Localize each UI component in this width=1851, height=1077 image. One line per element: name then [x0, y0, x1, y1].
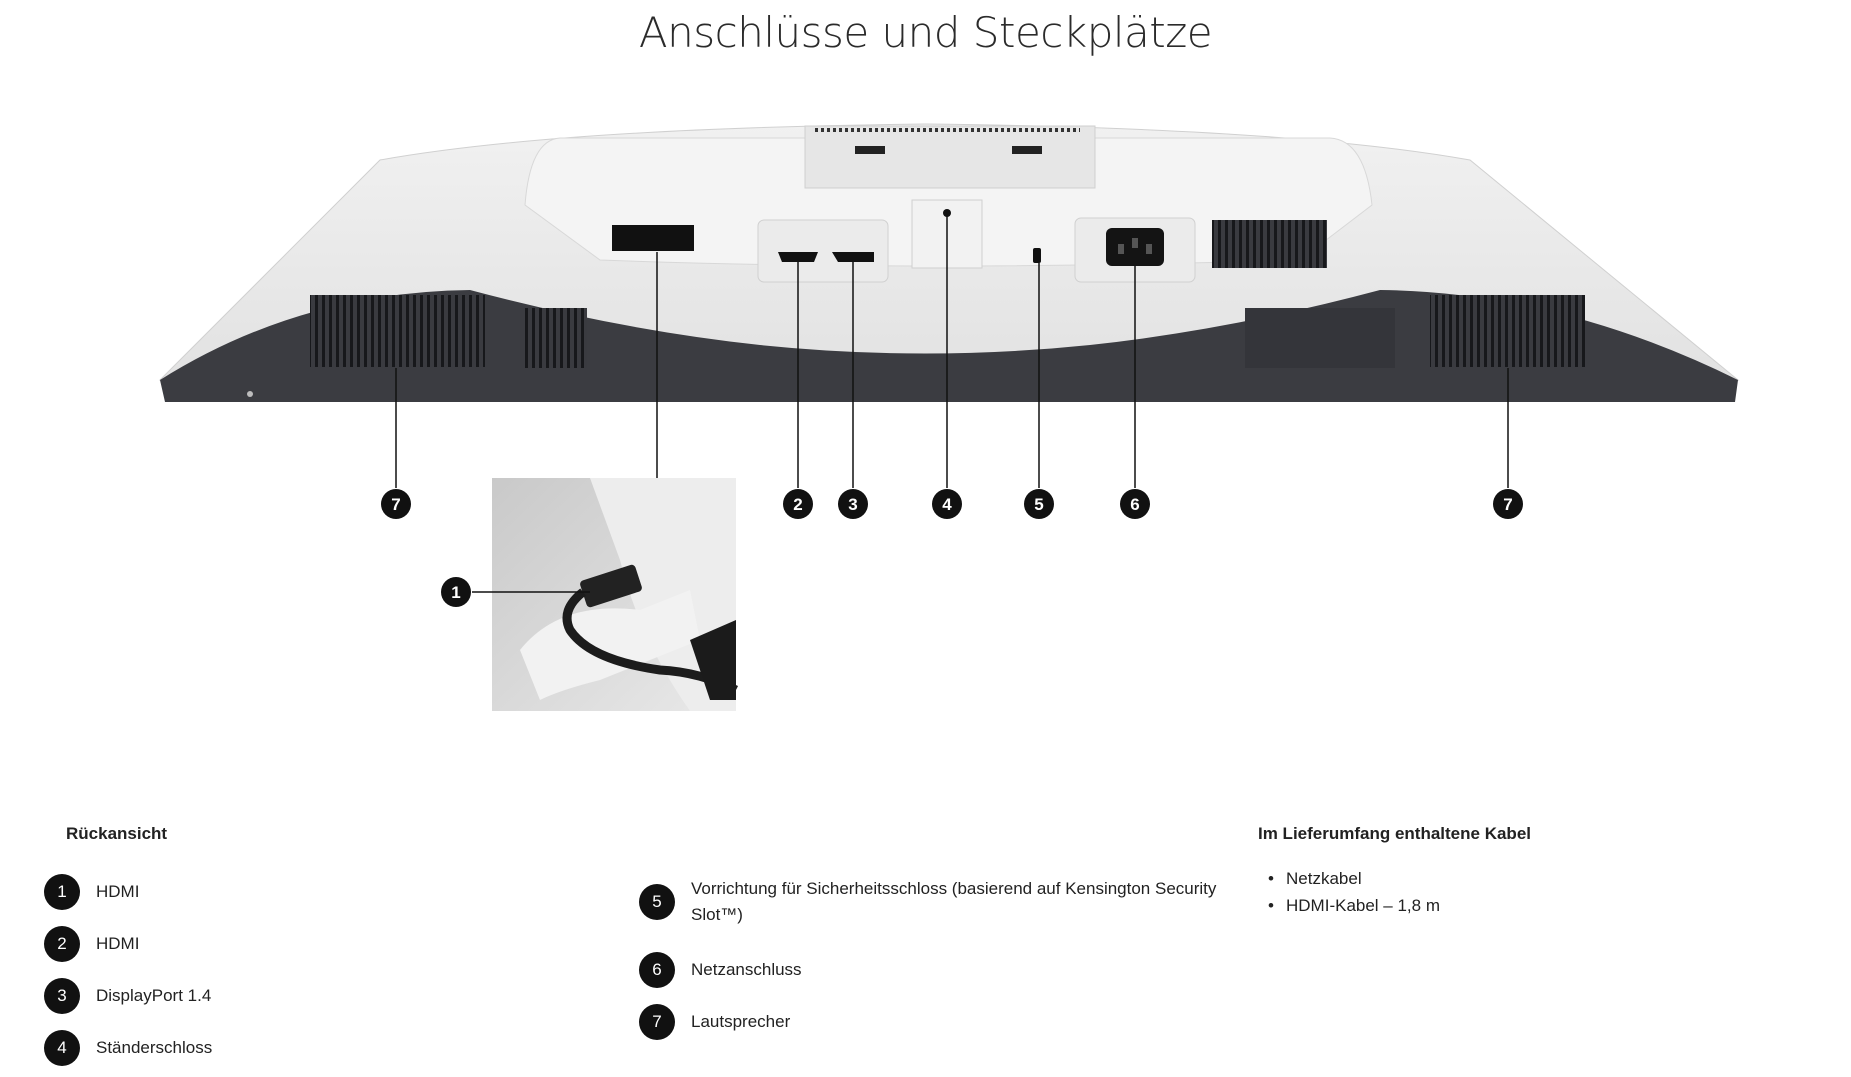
- legend-label: Vorrichtung für Sicherheitsschloss (basierend auf Kensington Security Slot™): [691, 879, 1217, 924]
- hdmi-port: [778, 252, 818, 262]
- page-title: Anschlüsse und Steckplätze: [638, 8, 1213, 57]
- legend-label: HDMI: [96, 934, 140, 953]
- list-item: • Netzkabel: [1258, 865, 1678, 892]
- legend-item-6: [639, 952, 802, 988]
- legend-label: Netzanschluss: [691, 960, 802, 979]
- legend-number: 4: [44, 1030, 80, 1066]
- callout-7-right: [1493, 489, 1523, 519]
- legend-number: 6: [639, 952, 675, 988]
- legend-number: 7: [639, 1004, 675, 1040]
- callout-number: 6: [1130, 495, 1140, 514]
- speaker-grill-right: [1430, 295, 1585, 367]
- legend-item-7: [639, 1004, 790, 1040]
- callout-5: [1024, 489, 1054, 519]
- legend-label: HDMI: [96, 882, 140, 901]
- callout-number: 3: [848, 495, 858, 514]
- callout-number: 5: [1034, 495, 1044, 514]
- included-cables-list: [1258, 865, 1678, 919]
- speaker-grill-left: [310, 295, 485, 367]
- callout-number: 1: [451, 583, 461, 602]
- monitor-body: [160, 124, 1738, 402]
- list-item: • HDMI-Kabel – 1,8 m: [1258, 892, 1678, 919]
- security-slot: [1033, 248, 1041, 263]
- legend-label: DisplayPort 1.4: [96, 986, 212, 1005]
- callout-number: 7: [1503, 495, 1513, 514]
- legend-number: 3: [44, 978, 80, 1014]
- included-cables-heading: Im Lieferumfang enthaltene Kabel: [1258, 824, 1531, 843]
- callout-6: [1120, 489, 1150, 519]
- legend-number: 5: [639, 884, 675, 920]
- callout-7-left: [381, 489, 411, 519]
- inset-photo-hdmi-cable: [492, 478, 736, 711]
- rear-view-heading: Rückansicht: [66, 824, 168, 843]
- included-cables-section: [1258, 824, 1678, 919]
- legend-label: Ständerschloss: [96, 1038, 213, 1057]
- legend-item-5: [639, 876, 1239, 928]
- callout-1: [441, 577, 471, 607]
- callout-2: [783, 489, 813, 519]
- callout-3: [838, 489, 868, 519]
- legend-item-2: [44, 926, 139, 962]
- legend-number: 2: [44, 926, 80, 962]
- legend-number: 1: [44, 874, 80, 910]
- legend-item-3: [44, 978, 211, 1014]
- callout-number: 4: [942, 495, 952, 514]
- displayport-port: [832, 252, 874, 262]
- callout-number: 2: [793, 495, 803, 514]
- rear-view-section: [66, 824, 167, 844]
- callout-number: 7: [391, 495, 401, 514]
- legend-item-4: [44, 1030, 212, 1066]
- legend-item-1: [44, 874, 139, 910]
- callout-4: [932, 489, 962, 519]
- legend-label: Lautsprecher: [691, 1012, 791, 1031]
